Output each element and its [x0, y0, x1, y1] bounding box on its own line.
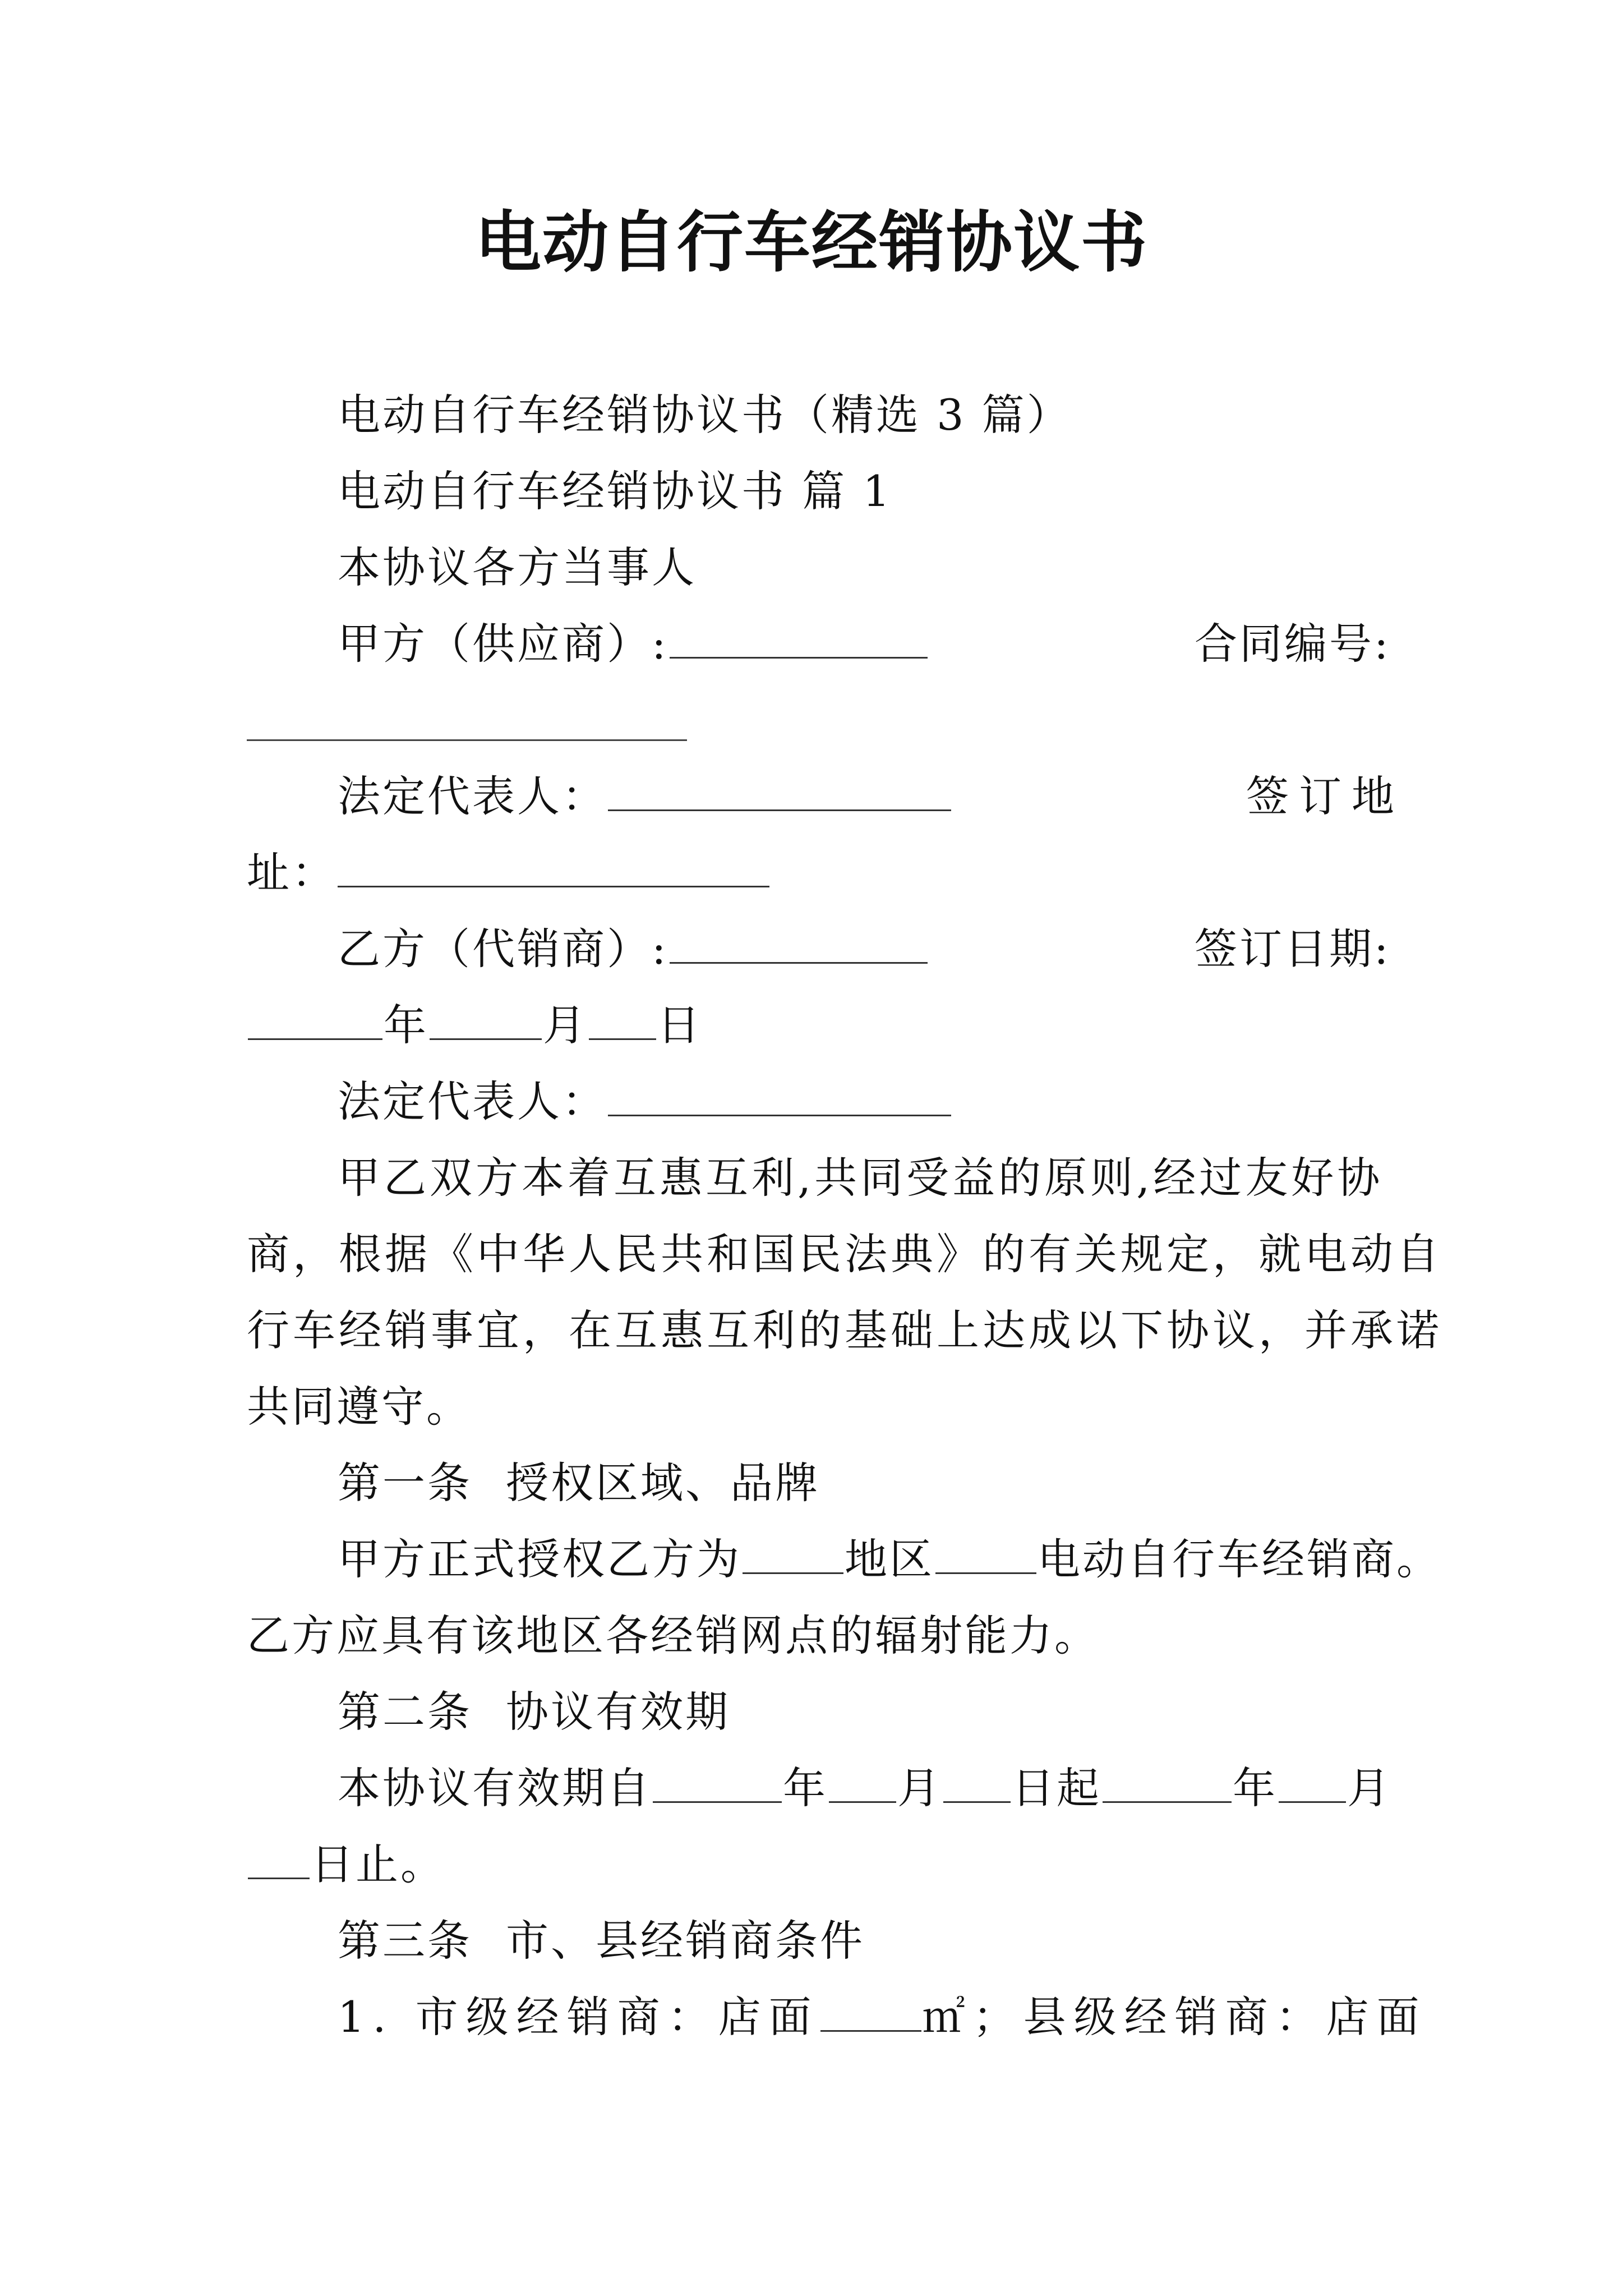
area-unit: ㎡； [922, 1992, 1023, 2042]
article-3-item-1-b: 县级经销商：店面 [1023, 1992, 1427, 2042]
article-2-heading [338, 1684, 730, 1740]
document-title: 电动自行车经销协议书 [474, 203, 1148, 281]
sign-place-label-2: 址： [247, 848, 336, 898]
preamble-line-4: 共同遵守。 [247, 1382, 471, 1432]
contract-no-blank[interactable] [247, 739, 687, 741]
preamble-line-1: 甲乙双方本着互惠互利,共同受益的原则,经过友好协 [338, 1153, 1384, 1203]
contract-no-label: 合同编号: [1195, 619, 1391, 669]
brand-blank[interactable] [935, 1536, 1036, 1574]
party-b-line [338, 921, 929, 977]
article-2-text-a: 本协议有效期自 [338, 1763, 652, 1813]
article-1-text-a: 甲方正式授权乙方为 [338, 1534, 741, 1584]
article-2-line-2 [247, 1837, 445, 1893]
month-blank[interactable] [430, 1002, 542, 1040]
part-heading: 电动自行车经销协议书 篇 1 [338, 466, 892, 516]
article-3-heading [338, 1913, 865, 1969]
article-3-item-1-a: 1. 市级经销商：店面 [338, 1992, 819, 2042]
city-area-blank[interactable] [820, 1994, 921, 2032]
start-day-blank[interactable] [943, 1765, 1011, 1803]
article-2-num: 第二条 [338, 1687, 472, 1737]
article-1-heading [338, 1455, 820, 1511]
region-blank[interactable] [743, 1536, 843, 1574]
article-1-line-1 [338, 1531, 1441, 1588]
party-b-blank[interactable] [670, 926, 928, 964]
article-1-text-c: 电动自行车经销商。 [1038, 1534, 1441, 1584]
article-3-num: 第三条 [338, 1916, 472, 1966]
start-year-unit: 年 [783, 1763, 828, 1813]
legal-rep-b-line [338, 1074, 952, 1130]
party-a-blank[interactable] [670, 621, 928, 659]
preamble-line-3: 行车经销事宜，在互惠互利的基础上达成以下协议，并承诺 [247, 1305, 1442, 1355]
article-2-title: 协议有效期 [506, 1687, 730, 1737]
party-a-line [338, 616, 929, 672]
sign-place-blank[interactable] [338, 850, 769, 887]
end-month-blank[interactable] [1279, 1765, 1346, 1803]
party-a-label: 甲方（供应商）: [338, 619, 668, 669]
year-unit: 年 [384, 1000, 428, 1050]
legal-rep-b-blank[interactable] [608, 1079, 951, 1116]
end-month-unit: 月 [1347, 1763, 1392, 1813]
article-3-title: 市、县经销商条件 [506, 1916, 865, 1966]
end-year-unit: 年 [1233, 1763, 1278, 1813]
sign-date-label: 签订日期: [1195, 924, 1391, 974]
subtitle: 电动自行车经销协议书（精选 3 篇） [338, 390, 1072, 440]
article-2-text-b: 日起 [1012, 1763, 1101, 1813]
party-b-label: 乙方（代销商）: [338, 924, 668, 974]
legal-rep-b-label: 法定代表人： [338, 1076, 607, 1126]
start-month-blank[interactable] [829, 1765, 896, 1803]
day-unit: 日 [657, 1000, 702, 1050]
start-year-blank[interactable] [653, 1765, 782, 1803]
month-unit: 月 [543, 1000, 588, 1050]
parties-intro: 本协议各方当事人 [338, 542, 697, 592]
end-day-blank[interactable] [248, 1842, 310, 1879]
legal-rep-a-blank[interactable] [608, 774, 951, 811]
year-blank[interactable] [248, 1002, 382, 1040]
legal-rep-a-line [338, 769, 952, 825]
article-1-title: 授权区域、品牌 [506, 1458, 820, 1508]
sign-date-line [247, 997, 702, 1053]
preamble-line-2: 商，根据《中华人民共和国民法典》的有关规定，就电动自 [247, 1229, 1442, 1279]
sign-place-line [247, 845, 771, 901]
article-2-line-2-end: 日止。 [311, 1839, 445, 1889]
article-1-text-b: 地区 [845, 1534, 934, 1584]
article-2-line-1 [338, 1760, 1392, 1816]
article-1-line-2: 乙方应具有该地区各经销网点的辐射能力。 [247, 1611, 1099, 1660]
sign-place-label-1: 签订地 [1246, 771, 1404, 821]
article-3-item-1 [338, 1989, 1427, 2045]
legal-rep-a-label: 法定代表人： [338, 771, 607, 821]
day-blank[interactable] [589, 1002, 656, 1040]
article-1-num: 第一条 [338, 1458, 472, 1508]
start-month-unit: 月 [897, 1763, 942, 1813]
end-year-blank[interactable] [1103, 1765, 1232, 1803]
